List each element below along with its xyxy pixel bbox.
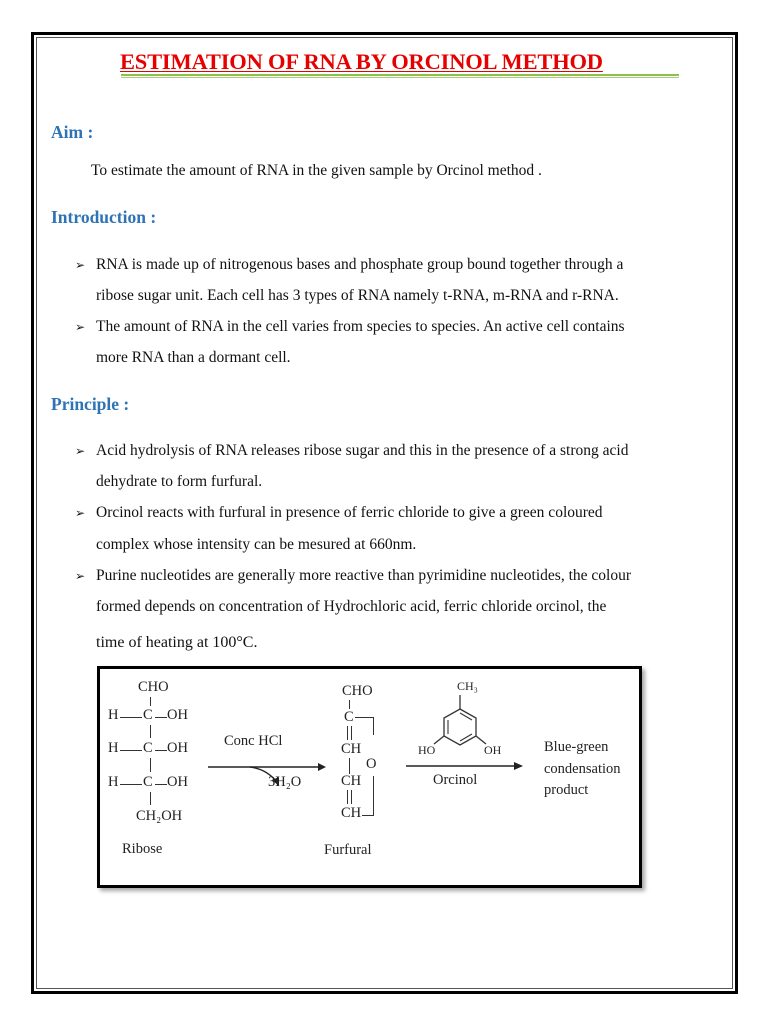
ribose-oh-1: OH [167, 707, 188, 723]
furfural-c4: CH [341, 805, 362, 821]
bond [155, 717, 167, 718]
principle-bullet-3-line-3: time of heating at 100°C. [96, 634, 258, 651]
bond [120, 750, 142, 751]
bond [150, 758, 151, 772]
ribose-h-1: H [108, 707, 119, 723]
bond [150, 725, 151, 738]
product-line-1: Blue-green [544, 739, 609, 755]
bond [120, 717, 142, 718]
orcinol-ho: HO [418, 743, 436, 757]
ribose-h-3: H [108, 774, 119, 790]
principle-bullet-1-line-1: Acid hydrolysis of RNA releases ribose sugar and this in the presence of a strong acid [96, 442, 629, 459]
intro-bullet-2-line-2: more RNA than a dormant cell. [96, 349, 291, 366]
bond [355, 717, 373, 718]
ribose-oh-3: OH [167, 774, 188, 790]
principle-heading: Principle : [51, 394, 130, 414]
furfural-label: Furfural [324, 842, 372, 858]
aim-heading: Aim : [51, 122, 94, 142]
bond [120, 784, 142, 785]
principle-bullet-3-line-2: formed depends on concentration of Hydrochloric acid, ferric chloride orcinol, the [96, 598, 607, 615]
principle-bullet-2-line-1: Orcinol reacts with furfural in presence of ferric chloride to give a green coloured [96, 504, 603, 521]
arrowhead-bullet-icon: ➢ [75, 569, 86, 583]
ribose-c-2: C [143, 740, 153, 756]
arrowhead-bullet-icon: ➢ [75, 320, 86, 334]
bond [150, 697, 151, 706]
reaction-diagram [97, 666, 642, 888]
intro-bullet-1-line-2: ribose sugar unit. Each cell has 3 types of RNA namely t-RNA, m-RNA and r-RNA. [96, 287, 619, 304]
page-title-text: ESTIMATION OF RNA BY ORCINOL METHOD [120, 49, 603, 74]
principle-bullet-1-line-2: dehydrate to form furfural. [96, 473, 263, 490]
ribose-c-3: C [143, 774, 153, 790]
furfural-c1: C [344, 709, 354, 725]
double-bond [347, 790, 348, 804]
product-line-3: product [544, 782, 589, 798]
orcinol-oh: OH [484, 743, 502, 757]
ribose-ch2oh: CH₂OH [136, 808, 183, 824]
bond [150, 792, 151, 805]
product-line-2: condensation [544, 761, 621, 777]
double-bond [351, 790, 352, 804]
ribose-oh-2: OH [167, 740, 188, 756]
bond [155, 750, 167, 751]
double-bond [347, 726, 348, 740]
orcinol-label: Orcinol [433, 772, 478, 788]
ribose-c-1: C [143, 707, 153, 723]
title-underline-rule-secondary [121, 77, 679, 78]
arrowhead-bullet-icon: ➢ [75, 444, 86, 458]
reaction-arrow-2-icon [406, 761, 526, 771]
ribose-cho: CHO [138, 679, 169, 695]
bond [349, 758, 350, 774]
arrowhead-bullet-icon: ➢ [75, 258, 86, 272]
ribose-label: Ribose [122, 841, 163, 857]
bond [155, 784, 167, 785]
page-title [120, 49, 680, 75]
bond [349, 700, 350, 709]
introduction-heading: Introduction : [51, 207, 157, 227]
double-bond [351, 726, 352, 740]
ribose-h-2: H [108, 740, 119, 756]
step1-reagent: Conc HCl [224, 733, 283, 749]
principle-bullet-2-line-2: complex whose intensity can be mesured at 660nm. [96, 536, 417, 553]
step1-byproduct: 3H₂O [268, 774, 302, 790]
orcinol-methyl: CH₃ [457, 679, 478, 693]
title-underline-rule [121, 74, 679, 76]
bond [373, 717, 374, 735]
bond [373, 776, 374, 816]
intro-bullet-1-line-1: RNA is made up of nitrogenous bases and phosphate group bound together through a [96, 256, 624, 273]
furfural-c2: CH [341, 741, 362, 757]
intro-bullet-2-line-1: The amount of RNA in the cell varies from species to species. An active cell contains [96, 318, 625, 335]
furfural-c3: CH [341, 773, 362, 789]
aim-text: To estimate the amount of RNA in the given sample by Orcinol method . [91, 162, 542, 179]
furfural-cho: CHO [342, 683, 373, 699]
principle-bullet-3-line-1: Purine nucleotides are generally more reactive than pyrimidine nucleotides, the colour [96, 567, 631, 584]
arrowhead-bullet-icon: ➢ [75, 506, 86, 520]
furfural-ring-oxygen: O [366, 756, 377, 772]
